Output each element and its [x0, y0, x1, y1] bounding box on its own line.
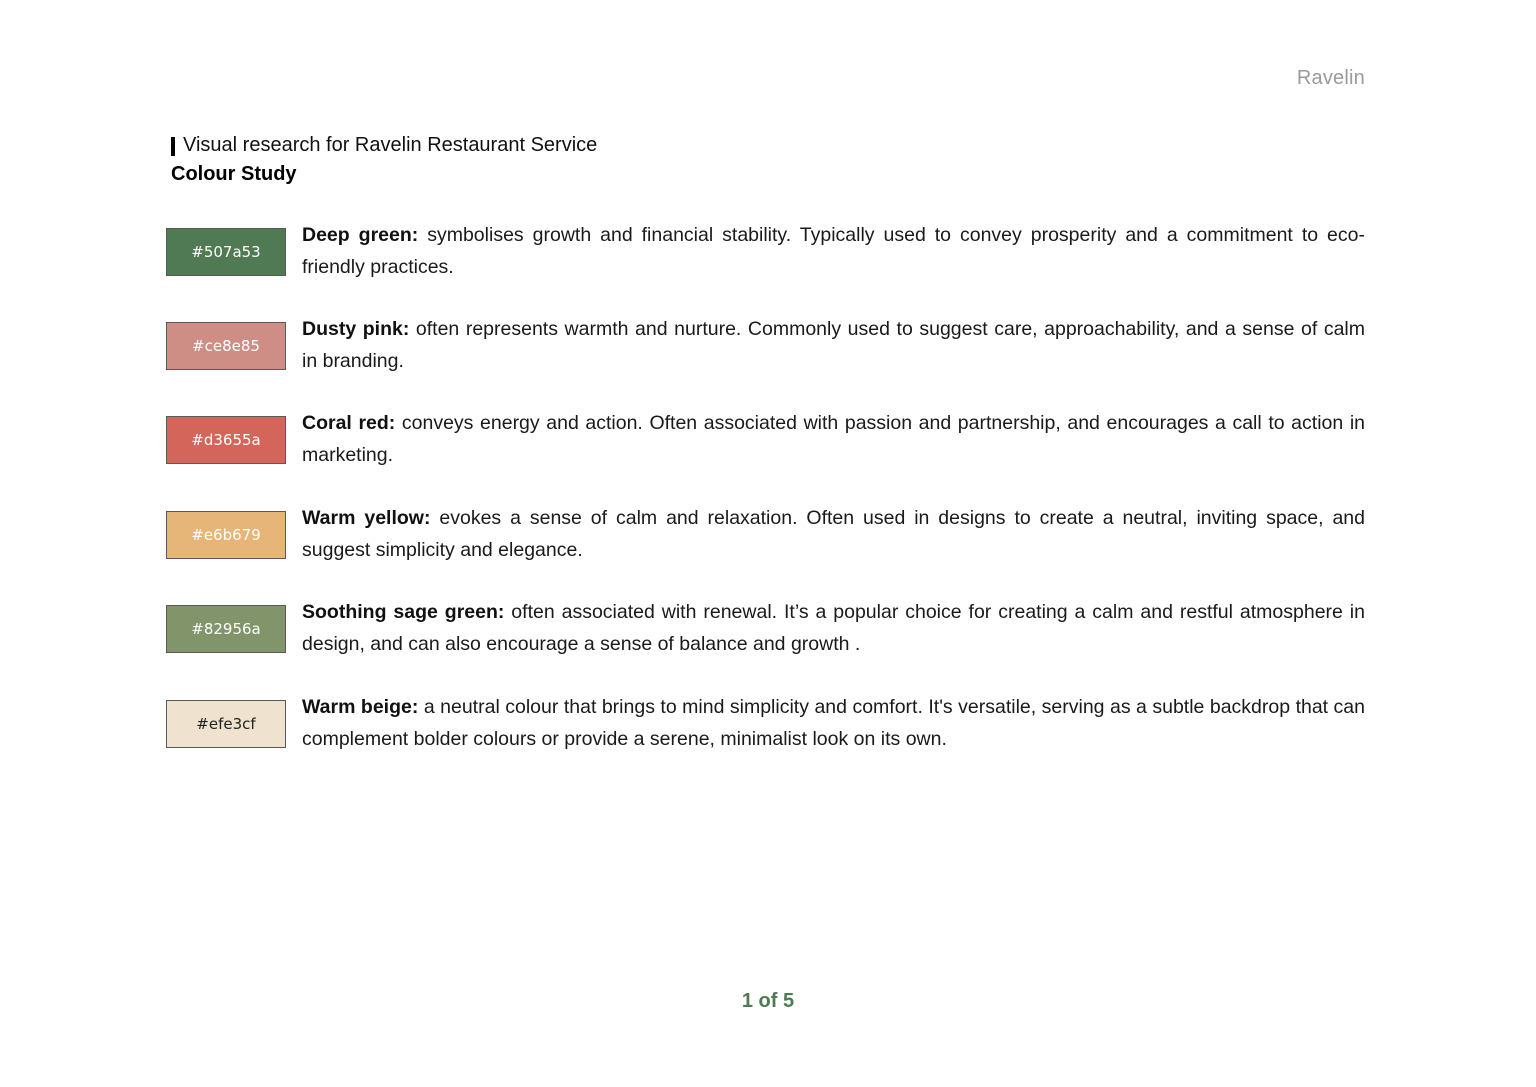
colour-name: Warm beige: — [302, 696, 419, 718]
colour-name: Deep green: — [302, 224, 419, 246]
colour-entry-sage-green — [166, 595, 1366, 665]
colour-description-text: often associated with renewal. It’s a popular choice for creating a calm and restful atmosphere in design, and can also encourage a sense of balance and growth . — [302, 601, 1365, 655]
brand-name: Ravelin — [1296, 67, 1365, 89]
document-title: Colour Study — [171, 163, 297, 185]
colour-swatch: #d3655a — [166, 416, 286, 464]
colour-description — [302, 408, 1365, 471]
colour-entry-dusty-pink — [166, 312, 1366, 382]
colour-entry-coral-red — [166, 406, 1366, 476]
colour-description-text: a neutral colour that brings to mind simplicity and comfort. It's versatile, serving as a subtle backdrop that can complement bolder colours or provide a serene, minimalist look on its own. — [302, 696, 1366, 750]
colour-description-text: symbolises growth and financial stability. Typically used to convey prosperity and a commitment to eco-friendly practices. — [302, 224, 1365, 278]
colour-description — [302, 597, 1365, 660]
colour-description — [302, 503, 1365, 566]
colour-swatch: #82956a — [166, 605, 286, 653]
colour-swatch: #ce8e85 — [166, 322, 286, 370]
colour-description — [302, 314, 1365, 377]
colour-swatch: #efe3cf — [166, 700, 286, 748]
colour-description-text: often represents warmth and nurture. Commonly used to suggest care, approachability, and a sense of calm in branding. — [302, 318, 1365, 372]
page-indicator: 1 of 5 — [741, 990, 795, 1012]
colour-entry-warm-beige — [166, 690, 1366, 760]
colour-description-text: evokes a sense of calm and relaxation. Often used in designs to create a neutral, inviting space, and suggest simplicity and elegance. — [302, 507, 1365, 561]
document-header — [171, 132, 597, 186]
colour-swatch: #e6b679 — [166, 511, 286, 559]
colour-entry-warm-yellow — [166, 501, 1366, 571]
colour-description — [302, 692, 1365, 755]
colour-name: Coral red: — [302, 412, 396, 434]
accent-bar — [171, 137, 175, 156]
document-subtitle: Visual research for Ravelin Restaurant Service — [183, 133, 598, 156]
colour-name: Dusty pink: — [302, 318, 410, 340]
subtitle-row — [171, 132, 597, 158]
colour-name: Soothing sage green: — [302, 601, 505, 623]
colour-entry-deep-green — [166, 218, 1366, 288]
colour-description — [302, 220, 1365, 283]
colour-description-text: conveys energy and action. Often associated with passion and partnership, and encourages a call to action in marketing. — [302, 412, 1365, 466]
colour-swatch: #507a53 — [166, 228, 286, 276]
colour-name: Warm yellow: — [302, 507, 431, 529]
